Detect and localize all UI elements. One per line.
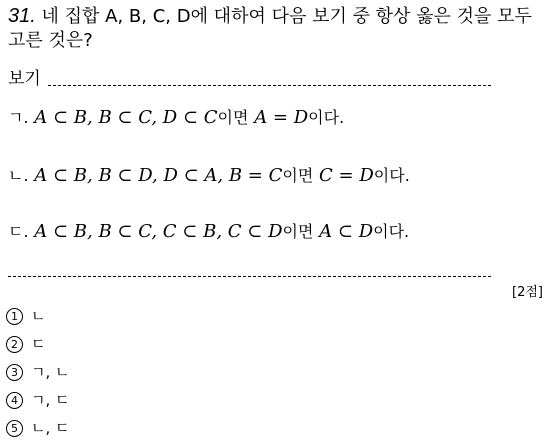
box-top-rule	[48, 85, 491, 86]
box-label: 보기	[8, 69, 41, 89]
statement-condition: A ⊂ B, B ⊂ D, D ⊂ A, B = C	[34, 165, 283, 186]
statement-ending: 이다.	[373, 222, 410, 241]
choice-text: ㄴ	[31, 307, 46, 325]
statement-result: A = D	[254, 107, 309, 128]
question-stem	[8, 4, 548, 53]
choice-number: 5	[6, 420, 23, 437]
statement-1	[8, 106, 344, 130]
question-number: 31.	[8, 5, 36, 27]
statement-ending: 이다.	[308, 108, 345, 127]
choice-5[interactable]	[6, 418, 70, 438]
choice-4[interactable]	[6, 390, 70, 410]
statement-condition: A ⊂ B, B ⊂ C, C ⊂ B, C ⊂ D	[34, 221, 283, 242]
choice-text: ㄴ, ㄷ	[31, 419, 70, 437]
score-label: [2점]	[512, 285, 543, 300]
statement-result: A ⊂ D	[319, 221, 374, 242]
choice-text: ㄱ, ㄷ	[31, 391, 70, 409]
choice-number: 3	[6, 364, 23, 381]
statement-ending: 이다.	[373, 166, 410, 185]
choice-1[interactable]	[6, 306, 46, 326]
statement-mark: ㄷ.	[8, 222, 29, 241]
choice-number: 2	[6, 336, 23, 353]
statement-result: C = D	[319, 165, 374, 186]
choice-text: ㄱ, ㄴ	[31, 363, 70, 381]
statement-3	[8, 220, 409, 244]
choice-text: ㄷ	[31, 335, 46, 353]
statement-connector: 이면	[217, 108, 249, 127]
statement-mark: ㄱ.	[8, 108, 29, 127]
question-text: 네 집합 A, B, C, D에 대하여 다음 보기 중 항상 옳은 것을 모두 고른 것은?	[8, 6, 532, 51]
choice-2[interactable]	[6, 334, 46, 354]
choice-number: 1	[6, 308, 23, 325]
statement-mark: ㄴ.	[8, 166, 29, 185]
box-bottom-rule	[8, 276, 491, 277]
statement-condition: A ⊂ B, B ⊂ C, D ⊂ C	[34, 107, 218, 128]
statement-connector: 이면	[282, 166, 314, 185]
statement-2	[8, 164, 410, 188]
statement-connector: 이면	[282, 222, 314, 241]
choice-number: 4	[6, 392, 23, 409]
choice-3[interactable]	[6, 362, 70, 382]
